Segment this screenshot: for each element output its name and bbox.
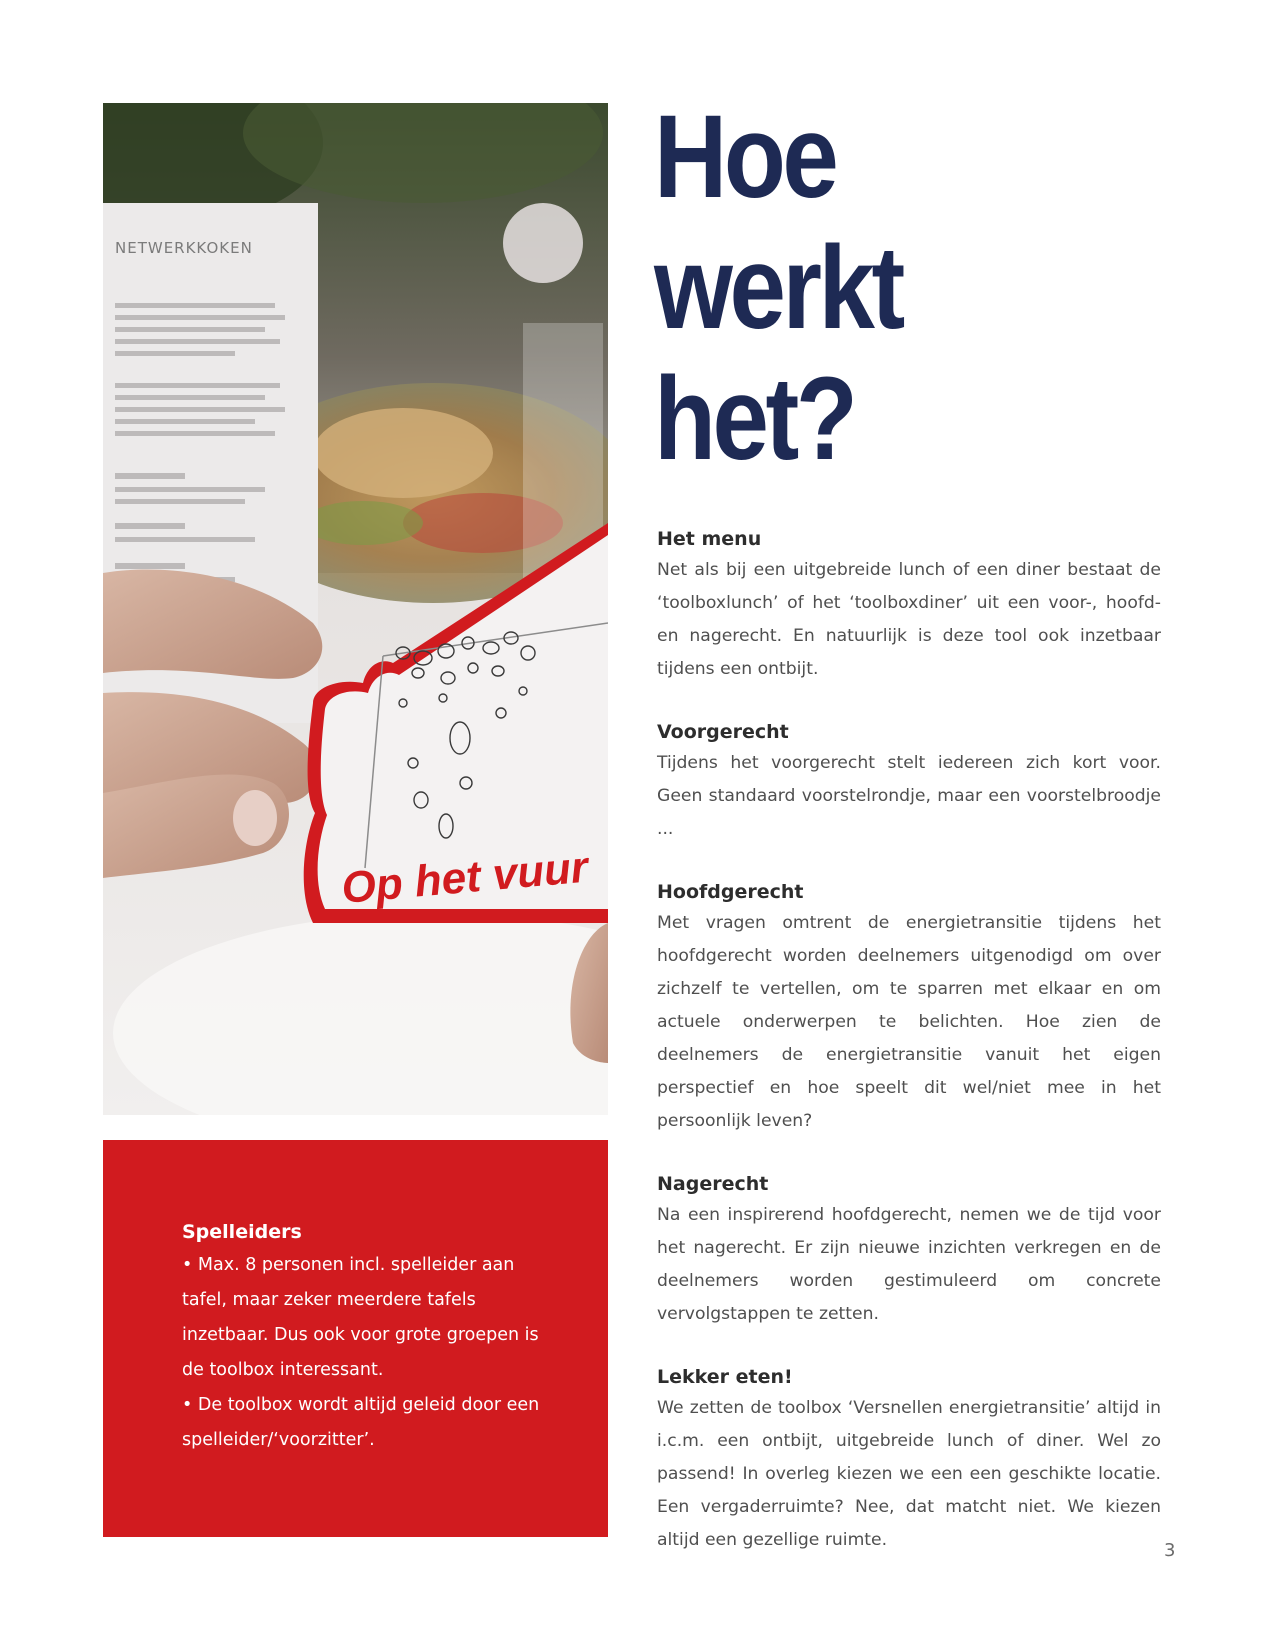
section-text: Na een inspirerend hoofdgerecht, nemen we de tijd voor het nagerecht. Er zijn nieuwe inzichten verkregen en de deelnemers worden gestimuleerd om concrete vervolgstappen te zetten. (657, 1205, 1161, 1324)
section-title: Lekker eten! (657, 1366, 793, 1388)
hero-photo (103, 103, 608, 1115)
section-title: Voorgerecht (657, 721, 789, 743)
section-title: Nagerecht (657, 1173, 769, 1195)
section-voorgerecht (657, 717, 1161, 846)
section-het-menu (657, 524, 1161, 686)
body-content (657, 524, 1161, 1588)
section-title: Hoofdgerecht (657, 881, 804, 903)
page-number: 3 (1164, 1540, 1176, 1561)
section-title: Het menu (657, 528, 762, 550)
section-text: Net als bij een uitgebreide lunch of een diner bestaat de ‘toolboxlunch’ of het ‘toolboxdiner’ uit een voor-, hoofd- en nagerecht. En natuurlijk is deze tool ook inzetbaar tijdens een ontbijt. (657, 560, 1161, 679)
info-box-paragraph: • De toolbox wordt altijd geleid door een spelleider/‘voorzitter’. (182, 1395, 540, 1450)
section-text: Met vragen omtrent de energietransitie tijdens het hoofdgerecht worden deelnemers uitgenodigd om over zichzelf te vertellen, om te sparren met elkaar en om actuele onderwerpen te belichten. Hoe zien de deelnemers de energietransitie vanuit het eigen perspectief en hoe speelt dit wel/niet mee in het persoonlijk leven? (657, 913, 1161, 1131)
menu-card-header: NETWERKKOKEN (115, 239, 253, 257)
section-nagerecht (657, 1169, 1161, 1331)
page-title-line: werkt (654, 222, 902, 354)
card-text: Op het vuur (339, 842, 590, 913)
info-box-title: Spelleiders (182, 1221, 302, 1243)
info-box-paragraph: • Max. 8 personen incl. spelleider aan tafel, maar zeker meerdere tafels inzetbaar. Dus ook voor grote groepen is de toolbox interessant. (182, 1255, 539, 1380)
info-box (103, 1140, 608, 1537)
page-title-line: het? (654, 353, 855, 485)
page-title (654, 92, 902, 485)
section-text: Tijdens het voorgerecht stelt iedereen zich kort voor. Geen standaard voorstelrondje, maar een voorstelbroodje ... (657, 753, 1161, 839)
info-box-content (182, 1219, 542, 1458)
page-title-line: Hoe (654, 91, 836, 223)
section-lekker-eten (657, 1362, 1161, 1557)
section-hoofdgerecht (657, 877, 1161, 1138)
section-text: We zetten de toolbox ‘Versnellen energietransitie’ altijd in i.c.m. een ontbijt, uitgebreide lunch of diner. Wel zo passend! In overleg kiezen we een een geschikte locatie. Een vergaderruimte? Nee, dat matcht niet. We kiezen altijd een gezellige ruimte. (657, 1398, 1161, 1550)
